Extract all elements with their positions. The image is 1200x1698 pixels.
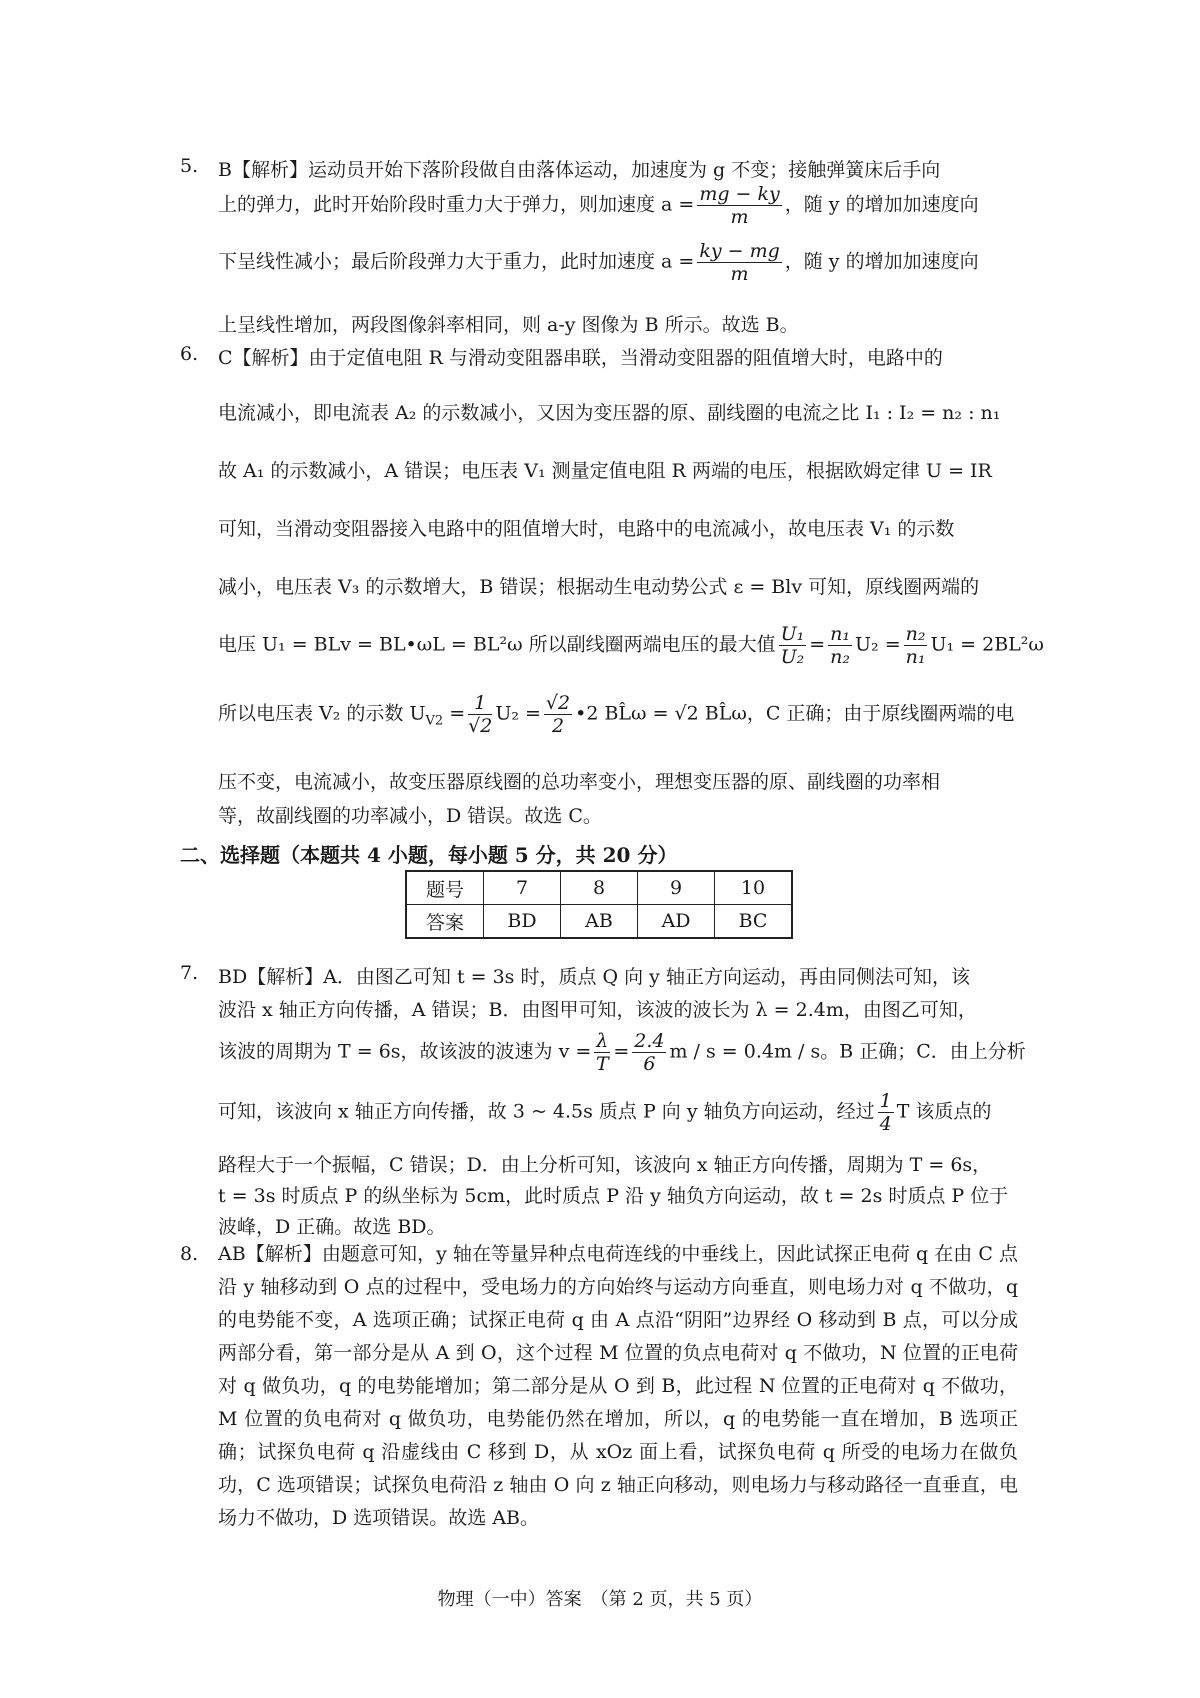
table-cell: BC: [715, 905, 793, 939]
section-2-heading: 二、选择题（本题共 4 小题，每小题 5 分，共 20 分）: [180, 843, 678, 867]
q8-paragraph: AB【解析】由题意可知，y 轴在等量异种点电荷连线的中垂线上，因此试探正电荷 q 在由 C 点沿 y 轴移动到 O 点的过程中，受电场力的方向始终与运动方向垂直，则电场力对 q 不做功，q 的电势能不变，A 选项正确；试探正电荷 q 由 A 点沿“阴阳”边界经 O 移动到 B 点，可以分成两部分看，第一部分是从 A 到 O，这个过程 M 位置的负点电荷对 q 不做功，N 位置的正电荷对 q 做负功，q 的电势能增加；第二部分是从 O 到 B，此过程 N 位置的正电荷对 q 不做功，M 位置的负电荷对 q 做负功，电势能仍然在增加，所以，q 的电势能一直在增加，B 选项正确；试探负电荷 q 沿虚线由 C 移到 D，从 xOz 面上看，试探负电荷 q 所受的电场力在做负功，C 选项错误；试探负电荷沿 z 轴由 O 向 z 轴正向移动，则电场力与移动路径一直垂直，电场力不做功，D 选项错误。故选 AB。: [218, 1243, 1018, 1529]
q6-line-4: 可知，当滑动变阻器接入电路中的阻值增大时，电路中的电流减小，故电压表 V₁ 的示数: [218, 518, 955, 540]
q5-line-2b: ，随 y 的增加加速度向: [784, 193, 979, 216]
q7-line-4b: T 该质点的: [896, 1100, 992, 1123]
table-cell: 8: [561, 871, 638, 905]
q7-line-5: 路程大于一个振幅，C 错误；D．由上分析可知，该波向 x 轴正方向传播，周期为 T = 6s，: [218, 1154, 992, 1176]
q6-line-3: 故 A₁ 的示数减小，A 错误；电压表 V₁ 测量定值电阻 R 两端的电压，根据欧姆定律 U = IR: [218, 460, 992, 482]
q6-frac4-num: 1: [468, 692, 492, 715]
q5-line-3: [218, 240, 1028, 285]
q8-number: 8.: [180, 1243, 199, 1265]
q6-line-7c: U₂ =: [495, 702, 541, 725]
q6-frac-n1n2: [828, 623, 852, 668]
table-cell: 答案: [406, 905, 484, 939]
table-cell: 9: [638, 871, 715, 905]
q7-line-6: t = 3s 时质点 P 的纵坐标为 5cm，此时质点 P 沿 y 轴负方向运动，故 t = 2s 时质点 P 位于: [218, 1185, 1009, 1207]
q6-line-8: 压不变，电流减小，故变压器原线圈的总功率变小，理想变压器的原、副线圈的功率相: [218, 771, 941, 793]
q7-line-1: BD【解析】A．由图乙可知 t = 3s 时，质点 Q 向 y 轴正方向运动，再由同侧法可知，该: [218, 966, 970, 988]
q7-line-3: [218, 1030, 1028, 1075]
table-cell: BD: [484, 905, 561, 939]
q6-frac-root2-2: [544, 692, 572, 737]
q6-line-1: C【解析】由于定值电阻 R 与滑动变阻器串联，当滑动变阻器的阻值增大时，电路中的: [218, 347, 943, 369]
table-cell: AB: [561, 905, 638, 939]
q7-line-7: 波峰，D 正确。故选 BD。: [218, 1216, 446, 1238]
q6-line-7a: 所以电压表 V₂ 的示数 U: [218, 702, 426, 725]
q6-eq: =: [809, 633, 826, 656]
q6-frac5-num: √2: [545, 692, 571, 714]
q7-line-4a: 可知，该波向 x 轴正方向传播，故 3 ~ 4.5s 质点 P 向 y 轴负方向运动，经过: [218, 1100, 875, 1123]
q5-fraction-2: [697, 240, 781, 285]
q5-line-2: [218, 183, 1028, 228]
q7-line-3a: 该波的周期为 T = 6s，故该波的波速为 v =: [218, 1040, 592, 1063]
q6-frac-u1u2: [779, 623, 807, 668]
q7-line-2: 波沿 x 轴正方向传播，A 错误；B．由图甲可知，该波的波长为 λ = 2.4m，由图乙可知，: [218, 999, 977, 1021]
q6-frac-n2: n₂: [830, 646, 851, 668]
q6-frac3-den: n₁: [905, 646, 926, 668]
q7-eq: =: [613, 1040, 630, 1063]
q6-frac-u2: U₂: [780, 646, 805, 668]
q7-frac2-num: 2.4: [634, 1030, 665, 1052]
q6-line-7d: •2 BL̂ω = √2 BL̂ω，C 正确；由于原线圈两端的电: [575, 702, 1015, 725]
q7-frac3-num: 1: [879, 1090, 892, 1112]
q6-frac-u1: U₁: [780, 623, 805, 645]
q6-frac-n1: n₁: [830, 623, 851, 645]
table-cell: 7: [484, 871, 561, 905]
q7-frac-lambda-t: [594, 1030, 610, 1075]
q7-frac1-num: λ: [596, 1030, 609, 1052]
q7-frac-24-6: [632, 1030, 666, 1075]
q5-frac1-num: mg − ky: [699, 183, 780, 205]
q5-frac2-den: m: [730, 263, 749, 285]
q7-frac3-den: 4: [879, 1113, 892, 1135]
q6-subscript-v2: V2: [425, 713, 444, 729]
q5-frac2-num: ky − mg: [699, 240, 780, 262]
q6-line-6a: 电压 U₁ = BLv = BL•ωL = BL²ω 所以副线圈两端电压的最大值: [218, 633, 776, 656]
answer-table: [405, 870, 793, 939]
q7-line-4: [218, 1090, 1028, 1135]
q6-frac-1-root2: [468, 692, 492, 737]
q6-frac-n2n1: [904, 623, 928, 668]
q5-number: 5.: [180, 155, 199, 177]
q6-line-7: [218, 692, 1028, 737]
table-cell: 题号: [406, 871, 484, 905]
q6-frac3-num: n₂: [905, 623, 926, 645]
q5-line-3b: ，随 y 的增加加速度向: [784, 250, 979, 273]
q6-number: 6.: [180, 343, 199, 365]
q6-line-7b: =: [443, 702, 466, 725]
q5-line-1: B【解析】运动员开始下落阶段做自由落体运动，加速度为 g 不变；接触弹簧床后手向: [218, 159, 941, 181]
table-cell: 10: [715, 871, 793, 905]
q6-frac5-den: 2: [551, 715, 565, 737]
q6-frac4-den: √2: [468, 715, 493, 737]
q6-line-5: 减小，电压表 V₃ 的示数增大，B 错误；根据动生电动势公式 ε = Blv 可知，原线圈两端的: [218, 576, 980, 598]
q6-line-6c: U₁ = 2BL²ω: [930, 633, 1044, 656]
q5-frac1-den: m: [730, 206, 749, 228]
q6-line-6: [218, 623, 1044, 668]
q5-line-3a: 下呈线性减小；最后阶段弹力大于重力，此时加速度 a =: [218, 250, 695, 273]
q7-frac-quarter: [878, 1090, 894, 1135]
answer-table-header-row: [406, 871, 792, 905]
q6-line-9: 等，故副线圈的功率减小，D 错误。故选 C。: [218, 805, 602, 827]
q5-fraction-1: [697, 183, 781, 228]
q6-line-6b: U₂ =: [855, 633, 901, 656]
q7-number: 7.: [180, 962, 199, 984]
answer-table-answer-row: [406, 905, 792, 939]
q7-frac1-den: T: [595, 1053, 609, 1075]
q6-line-2: 电流减小，即电流表 A₂ 的示数减小，又因为变压器的原、副线圈的电流之比 I₁ : I₂ = n₂ : n₁: [218, 402, 1001, 424]
page-footer: 物理（一中）答案 （第 2 页，共 5 页）: [437, 1589, 763, 1610]
table-cell: AD: [638, 905, 715, 939]
q5-line-4: 上呈线性增加，两段图像斜率相同，则 a-y 图像为 B 所示。故选 B。: [218, 314, 799, 336]
q7-frac2-den: 6: [643, 1053, 656, 1075]
q7-line-3b: m / s = 0.4m / s。B 正确；C．由上分析: [669, 1040, 1026, 1063]
q5-line-2a: 上的弹力，此时开始阶段时重力大于弹力，则加速度 a =: [218, 193, 695, 216]
